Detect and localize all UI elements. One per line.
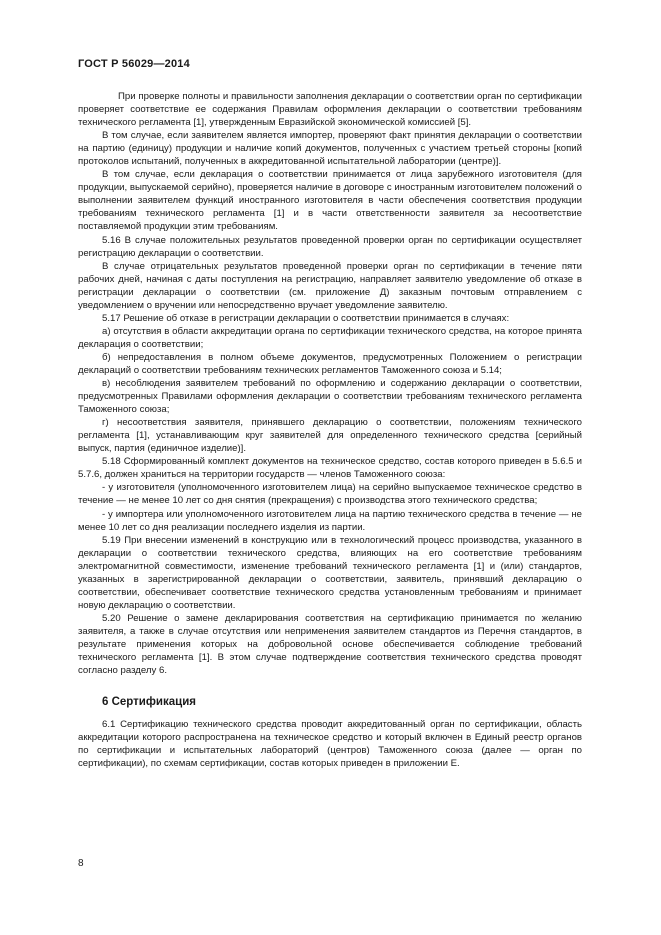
list-item: а) отсутствия в области аккредитации органа по сертификации технического средства, на которое принята декларация о соответствии;: [78, 325, 582, 350]
paragraph: 5.17 Решение об отказе в регистрации декларации о соответствии принимается в случаях:: [102, 312, 510, 324]
paragraph: В том случае, если заявителем является импортер, проверяют факт принятия декларации о соответствии на партию (единицу) продукции и наличие копий документов, полученных с участием третьей стороны [копий протоколов испытаний, полученных в аккредитованной испытательной лаборатории (центре)].: [78, 130, 582, 168]
list-item: в) несоблюдения заявителем требований по оформлению и содержанию декларации о соответствии, предусмотренных Правилами оформления декларации о соответствии требованиям технического регламента Таможенного союза;: [78, 378, 582, 416]
list-item: - у импортера или уполномоченного изготовителем лица на партию технического средства в течение — не менее 10 лет со дня реализации последнего изделия из партии.: [78, 508, 582, 533]
section-title: 6 Сертификация: [102, 696, 196, 709]
paragraph: 5.18 Сформированный комплект документов на техническое средство, состав которого приведен в 5.6.5 и 5.7.6, должен храниться на территории государств — членов Таможенного союза:: [78, 456, 582, 481]
list-item: г) несоответствия заявителя, принявшего декларацию о соответствии, положениям технического регламента [1], устанавливающим круг заявителей для определенного технического средства [серийный выпуск, партия (единичное изделие)].: [78, 417, 582, 455]
paragraph: В случае отрицательных результатов проведенной проверки орган по сертификации в течение пяти рабочих дней, начиная с даты поступления на регистрацию, направляет заявителю уведомление об отказе в регистрации декларации о соответствии (см. приложение Д) заказным почтовым отправлением с уведомлением о вручении или непосредственно вручает уведомление заявителю.: [78, 260, 582, 311]
paragraph: 5.19 При внесении изменений в конструкцию или в технологический процесс производства, указанного в декларации о соответствии технического средства, влияющих на его соответствие требованиям электромагнитной совместимости, изменение требований технического регламента [1] и (или) стандартов, указанных в зарегистрированной декларации о соответствии, заявитель, принявший декларацию о соответствии, обеспечивает соответствие технического средства установленным требованиям и принимает новую декларацию о соответствии.: [78, 534, 582, 611]
page-number: 8: [78, 858, 84, 869]
paragraph: В том случае, если декларация о соответствии принимается от лица зарубежного изготовителя (для продукции, выпускаемой серийно), проверяется наличие в договоре с иностранным изготовителем положений о выполнении заявителем функций иностранного изготовителя в части обеспечения соответствия продукции требованиям технического регламента [1] и в части ответственности заявителя за несоответствие поставляемой продукции этим требованиям.: [78, 169, 582, 233]
paragraph: 6.1 Сертификацию технического средства проводит аккредитованный орган по сертификации, область аккредитации которого распространена на техническое средство и который включен в Единый реестр органов по сертификации и испытательных лабораторий (центров) Таможенного союза (далее — орган по сертификации), по схемам сертификации, состав которых приведен в приложении Е.: [78, 719, 582, 770]
list-item: - у изготовителя (уполномоченного изготовителем лица) на серийно выпускаемое техническое средство в течение — не менее 10 лет со дня снятия (прекращения) с производства этого технического средства;: [78, 482, 582, 507]
paragraph: 5.20 Решение о замене декларирования соответствия на сертификацию принимается по желанию заявителя, а также в случае отсутствия или неприменения заявителем стандартов из Перечня стандартов, в результате применения которых на добровольной основе обеспечивается соблюдение требований технического регламента [1]. В этом случае подтверждение соответствия технического средства проводят согласно разделу 6.: [78, 612, 582, 677]
list-item: б) непредоставления в полном объеме документов, предусмотренных Положением о регистрации деклараций о соответствии требованиям технических регламентов Таможенного союза и 5.14;: [78, 351, 582, 376]
document-header: ГОСТ Р 56029—2014: [78, 58, 190, 70]
document-body: [78, 90, 582, 770]
paragraph: 5.16 В случае положительных результатов проведенной проверки орган по сертификации осуществляет регистрацию декларации о соответствии.: [78, 234, 582, 259]
paragraph: При проверке полноты и правильности заполнения декларации о соответствии орган по сертификации проверяет соответствие ее содержания Правилам оформления декларации о соответствии требованиям технического регламента [1], утвержденным Евразийской экономической комиссией [5].: [78, 91, 582, 129]
